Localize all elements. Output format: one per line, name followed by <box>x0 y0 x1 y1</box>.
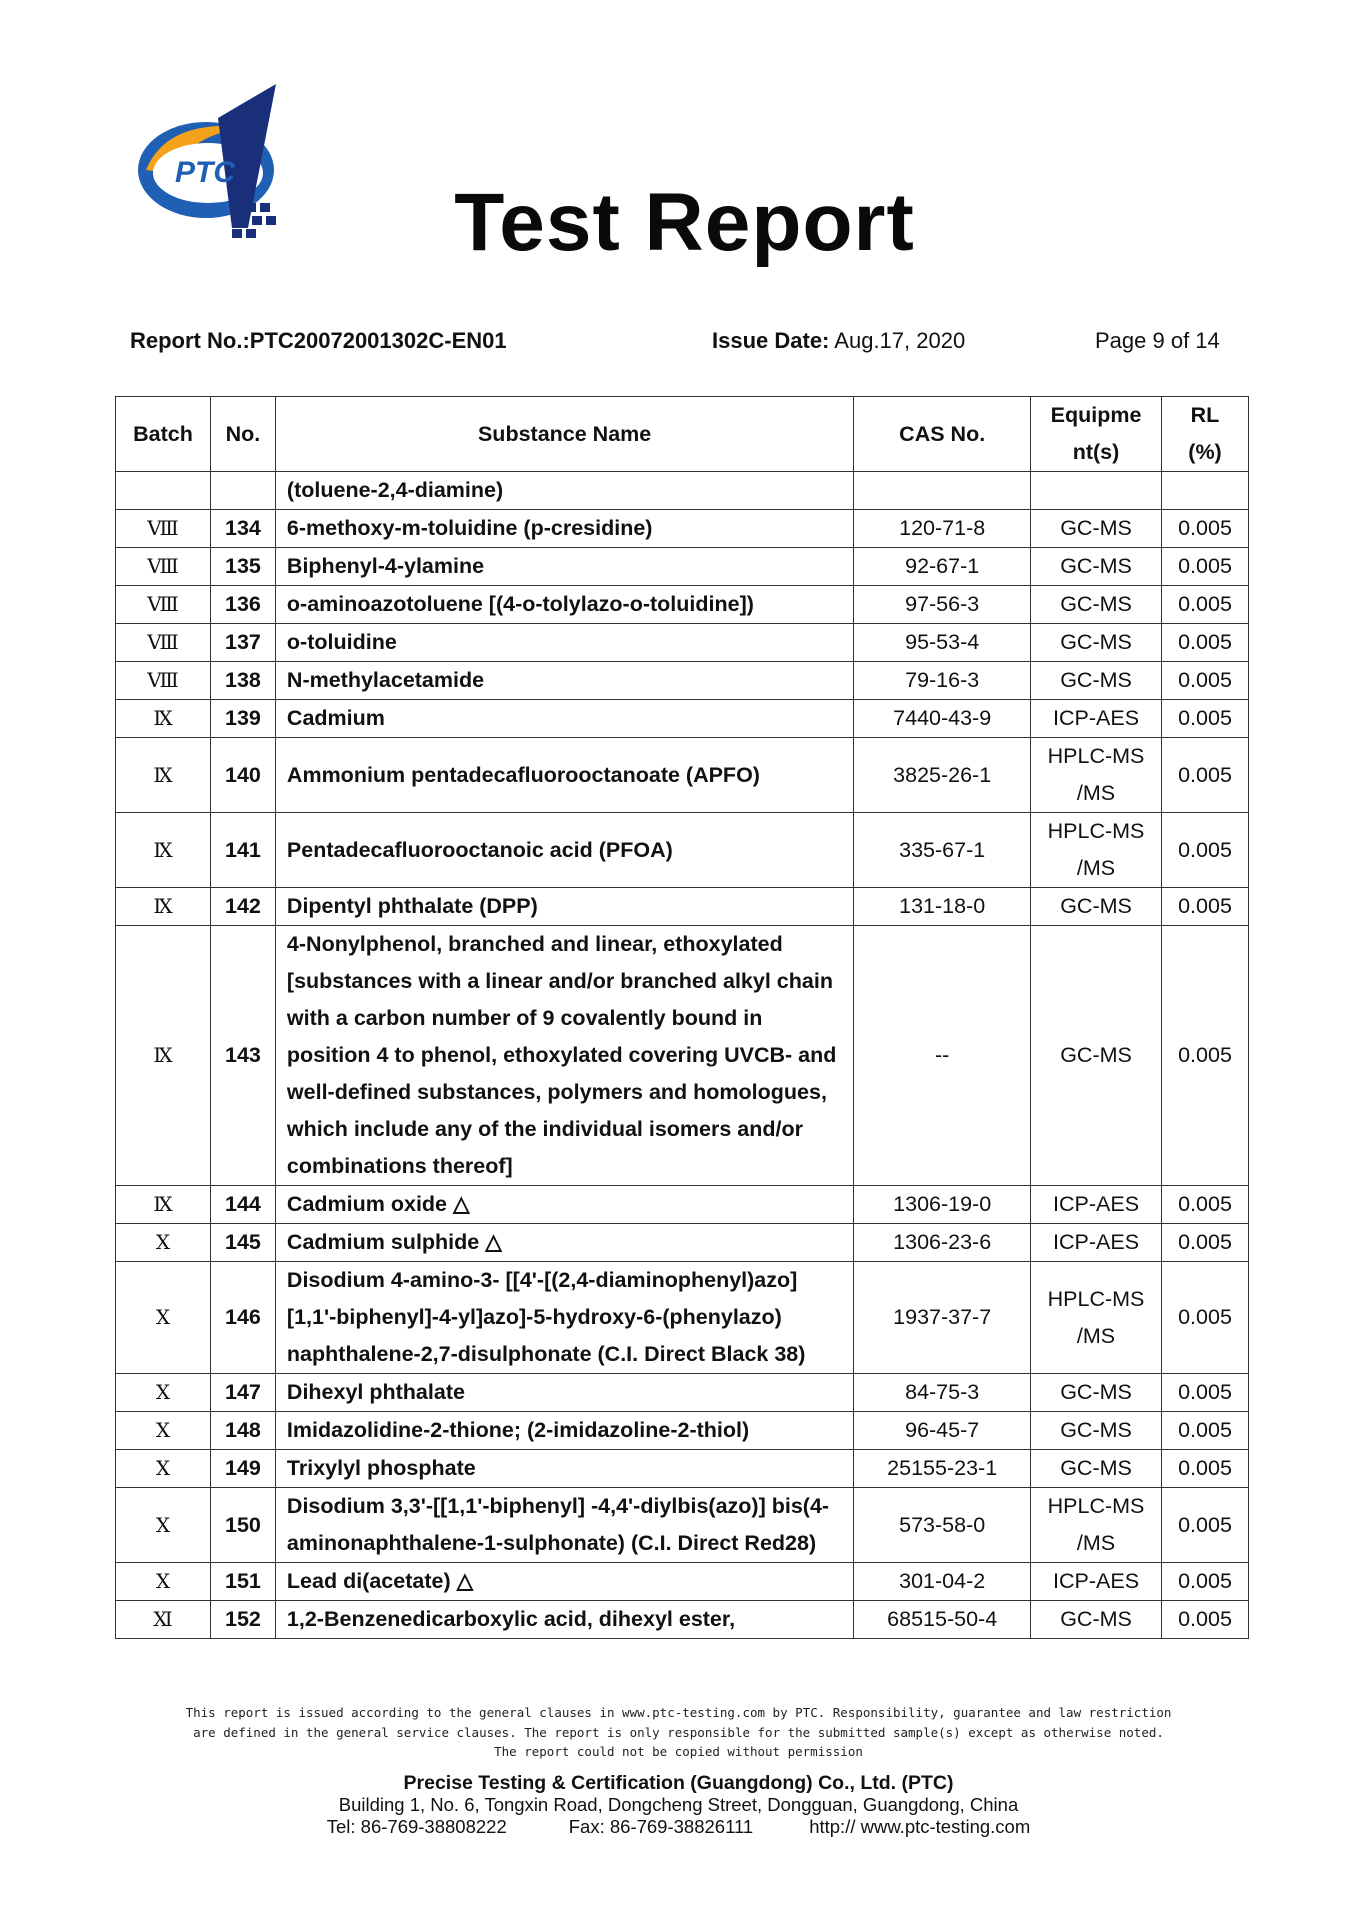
cell-rl: 0.005 <box>1162 624 1249 662</box>
cell-equipment: GC-MS <box>1031 548 1162 586</box>
cell-substance-name: o-aminoazotoluene [(4-o-tolylazo-o-toluidine]) <box>275 586 853 624</box>
table-row <box>116 548 1249 586</box>
cell-cas-no: 92-67-1 <box>854 548 1031 586</box>
table-row <box>116 624 1249 662</box>
cell-equipment: GC-MS <box>1031 1601 1162 1639</box>
cell-cas-no: 97-56-3 <box>854 586 1031 624</box>
cell-no: 142 <box>210 888 275 926</box>
cell-batch: Ⅸ <box>116 926 211 1186</box>
cell-batch: Ⅹ <box>116 1374 211 1412</box>
header-equipment-line2: nt(s) <box>1072 440 1120 464</box>
cell-substance-name: Ammonium pentadecafluorooctanoate (APFO) <box>275 738 853 813</box>
cell-batch: Ⅸ <box>116 813 211 888</box>
cell-no: 147 <box>210 1374 275 1412</box>
table-row <box>116 510 1249 548</box>
cell-equipment: GC-MS <box>1031 510 1162 548</box>
cell-no: 146 <box>210 1262 275 1374</box>
cell-rl: 0.005 <box>1162 510 1249 548</box>
cell-no: 135 <box>210 548 275 586</box>
cell-substance-name: Cadmium <box>275 700 853 738</box>
cell-equipment: ICP-AES <box>1031 1224 1162 1262</box>
cell-equipment: GC-MS <box>1031 888 1162 926</box>
cell-substance-name: Trixylyl phosphate <box>275 1450 853 1488</box>
issue-date-value: Aug.17, 2020 <box>834 328 966 353</box>
cell-no <box>210 472 275 510</box>
cell-substance-name: Dihexyl phthalate <box>275 1374 853 1412</box>
cell-rl: 0.005 <box>1162 548 1249 586</box>
header-equipment-line1: Equipme <box>1050 403 1142 427</box>
cell-substance-name: Dipentyl phthalate (DPP) <box>275 888 853 926</box>
table-header-row <box>116 397 1249 472</box>
table-row <box>116 1186 1249 1224</box>
table-row <box>116 888 1249 926</box>
cell-cas-no: 1306-19-0 <box>854 1186 1031 1224</box>
logo-text: PTC <box>175 156 235 189</box>
cell-equipment: GC-MS <box>1031 624 1162 662</box>
cell-cas-no: 68515-50-4 <box>854 1601 1031 1639</box>
cell-equipment <box>1031 472 1162 510</box>
cell-equipment: GC-MS <box>1031 662 1162 700</box>
cell-batch: Ⅸ <box>116 888 211 926</box>
disclaimer <box>0 1703 1357 1762</box>
cell-no: 145 <box>210 1224 275 1262</box>
table-body <box>116 472 1249 1639</box>
cell-rl: 0.005 <box>1162 1450 1249 1488</box>
table-row <box>116 1374 1249 1412</box>
cell-batch: Ⅷ <box>116 548 211 586</box>
report-number-label: Report No.: <box>130 328 250 353</box>
table-row <box>116 1563 1249 1601</box>
cell-no: 140 <box>210 738 275 813</box>
cell-batch: Ⅹ <box>116 1412 211 1450</box>
cell-substance-name: Disodium 3,3'-[[1,1'-biphenyl] -4,4'-diylbis(azo)] bis(4-aminonaphthalene-1-sulphonate) (C.I. Direct Red28) <box>275 1488 853 1563</box>
table-row <box>116 662 1249 700</box>
cell-batch: Ⅸ <box>116 738 211 813</box>
cell-substance-name: Pentadecafluorooctanoic acid (PFOA) <box>275 813 853 888</box>
cell-rl: 0.005 <box>1162 586 1249 624</box>
cell-no: 137 <box>210 624 275 662</box>
cell-cas-no: 96-45-7 <box>854 1412 1031 1450</box>
cell-batch: Ⅹ <box>116 1224 211 1262</box>
cell-cas-no: 120-71-8 <box>854 510 1031 548</box>
table-row <box>116 1450 1249 1488</box>
cell-rl: 0.005 <box>1162 700 1249 738</box>
cell-cas-no: 573-58-0 <box>854 1488 1031 1563</box>
page-number: Page 9 of 14 <box>1095 328 1220 353</box>
cell-no: 149 <box>210 1450 275 1488</box>
cell-batch: Ⅷ <box>116 624 211 662</box>
footer-fax: Fax: 86-769-38826111 <box>568 1816 754 1837</box>
header-equipment <box>1031 397 1162 472</box>
report-number-value: PTC20072001302C-EN01 <box>249 328 507 353</box>
cell-cas-no: 79-16-3 <box>854 662 1031 700</box>
cell-cas-no <box>854 472 1031 510</box>
cell-batch: Ⅷ <box>116 510 211 548</box>
cell-cas-no: 335-67-1 <box>854 813 1031 888</box>
cell-cas-no: -- <box>854 926 1031 1186</box>
cell-cas-no: 131-18-0 <box>854 888 1031 926</box>
cell-equipment: HPLC-MS /MS <box>1031 1262 1162 1374</box>
cell-batch: Ⅹ <box>116 1488 211 1563</box>
cell-cas-no: 1306-23-6 <box>854 1224 1031 1262</box>
cell-no: 152 <box>210 1601 275 1639</box>
cell-substance-name: N-methylacetamide <box>275 662 853 700</box>
footer-contact <box>0 1816 1357 1838</box>
cell-no: 150 <box>210 1488 275 1563</box>
cell-rl: 0.005 <box>1162 1224 1249 1262</box>
cell-equipment: ICP-AES <box>1031 1563 1162 1601</box>
cell-rl <box>1162 472 1249 510</box>
cell-batch: Ⅷ <box>116 662 211 700</box>
cell-batch: Ⅺ <box>116 1601 211 1639</box>
cell-cas-no: 301-04-2 <box>854 1563 1031 1601</box>
footer <box>0 1772 1357 1838</box>
cell-equipment: HPLC-MS /MS <box>1031 1488 1162 1563</box>
cell-no: 136 <box>210 586 275 624</box>
cell-batch: Ⅹ <box>116 1563 211 1601</box>
table-row <box>116 1412 1249 1450</box>
cell-batch: Ⅹ <box>116 1262 211 1374</box>
table-row <box>116 813 1249 888</box>
cell-substance-name: Biphenyl-4-ylamine <box>275 548 853 586</box>
cell-substance-name: 1,2-Benzenedicarboxylic acid, dihexyl ester, <box>275 1601 853 1639</box>
cell-substance-name: (toluene-2,4-diamine) <box>275 472 853 510</box>
cell-no: 148 <box>210 1412 275 1450</box>
footer-tel: Tel: 86-769-38808222 <box>326 1816 507 1837</box>
cell-equipment: ICP-AES <box>1031 700 1162 738</box>
cell-rl: 0.005 <box>1162 662 1249 700</box>
cell-batch <box>116 472 211 510</box>
header-batch: Batch <box>116 397 211 472</box>
table-row <box>116 1224 1249 1262</box>
cell-substance-name: 4-Nonylphenol, branched and linear, ethoxylated [substances with a linear and/or branched alkyl chain with a carbon number of 9 covalently bound in position 4 to phenol, ethoxylated covering UVCB- and well-defined substances, polymers and homologues, which include any of the individual isomers and/or combinations thereof] <box>275 926 853 1186</box>
cell-equipment: GC-MS <box>1031 586 1162 624</box>
table-row <box>116 1601 1249 1639</box>
header-cas-no: CAS No. <box>854 397 1031 472</box>
cell-no: 141 <box>210 813 275 888</box>
cell-substance-name: Lead di(acetate) △ <box>275 1563 853 1601</box>
cell-equipment: GC-MS <box>1031 1374 1162 1412</box>
cell-cas-no: 25155-23-1 <box>854 1450 1031 1488</box>
cell-rl: 0.005 <box>1162 888 1249 926</box>
cell-batch: Ⅸ <box>116 1186 211 1224</box>
table-row <box>116 1262 1249 1374</box>
table-row <box>116 472 1249 510</box>
cell-cas-no: 1937-37-7 <box>854 1262 1031 1374</box>
cell-no: 139 <box>210 700 275 738</box>
cell-equipment: GC-MS <box>1031 1450 1162 1488</box>
cell-no: 138 <box>210 662 275 700</box>
cell-cas-no: 95-53-4 <box>854 624 1031 662</box>
issue-date <box>712 328 965 354</box>
substance-table <box>115 396 1249 1639</box>
cell-no: 134 <box>210 510 275 548</box>
cell-substance-name: Cadmium sulphide △ <box>275 1224 853 1262</box>
footer-company: Precise Testing & Certification (Guangdong) Co., Ltd. (PTC) <box>403 1772 954 1794</box>
header-rl <box>1162 397 1249 472</box>
table-row <box>116 700 1249 738</box>
cell-substance-name: o-toluidine <box>275 624 853 662</box>
cell-batch: Ⅷ <box>116 586 211 624</box>
cell-rl: 0.005 <box>1162 1262 1249 1374</box>
table-row <box>116 926 1249 1186</box>
cell-substance-name: Imidazolidine-2-thione; (2-imidazoline-2-thiol) <box>275 1412 853 1450</box>
cell-equipment: ICP-AES <box>1031 1186 1162 1224</box>
cell-substance-name: 6-methoxy-m-toluidine (p-cresidine) <box>275 510 853 548</box>
disclaimer-line-3: The report could not be copied without permission <box>494 1744 863 1759</box>
disclaimer-line-1: This report is issued according to the general clauses in www.ptc-testing.com by PTC. Responsibility, guarantee and law restriction <box>185 1705 1172 1720</box>
table-row <box>116 1488 1249 1563</box>
cell-substance-name: Disodium 4-amino-3- [[4'-[(2,4-diaminophenyl)azo] [1,1'-biphenyl]-4-yl]azo]-5-hydroxy-6-(phenylazo) naphthalene-2,7-disulphonate (C.I. Direct Black 38) <box>275 1262 853 1374</box>
cell-rl: 0.005 <box>1162 1374 1249 1412</box>
cell-rl: 0.005 <box>1162 1563 1249 1601</box>
cell-cas-no: 7440-43-9 <box>854 700 1031 738</box>
header-substance-name: Substance Name <box>275 397 853 472</box>
cell-cas-no: 3825-26-1 <box>854 738 1031 813</box>
table-row <box>116 738 1249 813</box>
cell-batch: Ⅹ <box>116 1450 211 1488</box>
disclaimer-line-2: are defined in the general service clauses. The report is only responsible for the submitted sample(s) except as otherwise noted. <box>193 1724 1164 1740</box>
report-number <box>130 328 507 354</box>
cell-batch: Ⅸ <box>116 700 211 738</box>
cell-substance-name: Cadmium oxide △ <box>275 1186 853 1224</box>
cell-rl: 0.005 <box>1162 1488 1249 1563</box>
cell-equipment: GC-MS <box>1031 1412 1162 1450</box>
table-row <box>116 586 1249 624</box>
footer-web[interactable]: http:// www.ptc-testing.com <box>809 1816 1031 1837</box>
cell-equipment: GC-MS <box>1031 926 1162 1186</box>
issue-date-label: Issue Date: <box>712 328 830 353</box>
cell-equipment: HPLC-MS /MS <box>1031 813 1162 888</box>
cell-no: 143 <box>210 926 275 1186</box>
cell-rl: 0.005 <box>1162 1186 1249 1224</box>
header-rl-line2: (%) <box>1188 440 1222 464</box>
cell-rl: 0.005 <box>1162 813 1249 888</box>
cell-no: 144 <box>210 1186 275 1224</box>
footer-address: Building 1, No. 6, Tongxin Road, Dongcheng Street, Dongguan, Guangdong, China <box>338 1794 1019 1815</box>
header-rl-line1: RL <box>1190 403 1220 427</box>
cell-cas-no: 84-75-3 <box>854 1374 1031 1412</box>
header-no: No. <box>210 397 275 472</box>
cell-rl: 0.005 <box>1162 926 1249 1186</box>
cell-equipment: HPLC-MS /MS <box>1031 738 1162 813</box>
cell-rl: 0.005 <box>1162 738 1249 813</box>
cell-no: 151 <box>210 1563 275 1601</box>
cell-rl: 0.005 <box>1162 1412 1249 1450</box>
cell-rl: 0.005 <box>1162 1601 1249 1639</box>
page-title: Test Report <box>454 177 915 268</box>
